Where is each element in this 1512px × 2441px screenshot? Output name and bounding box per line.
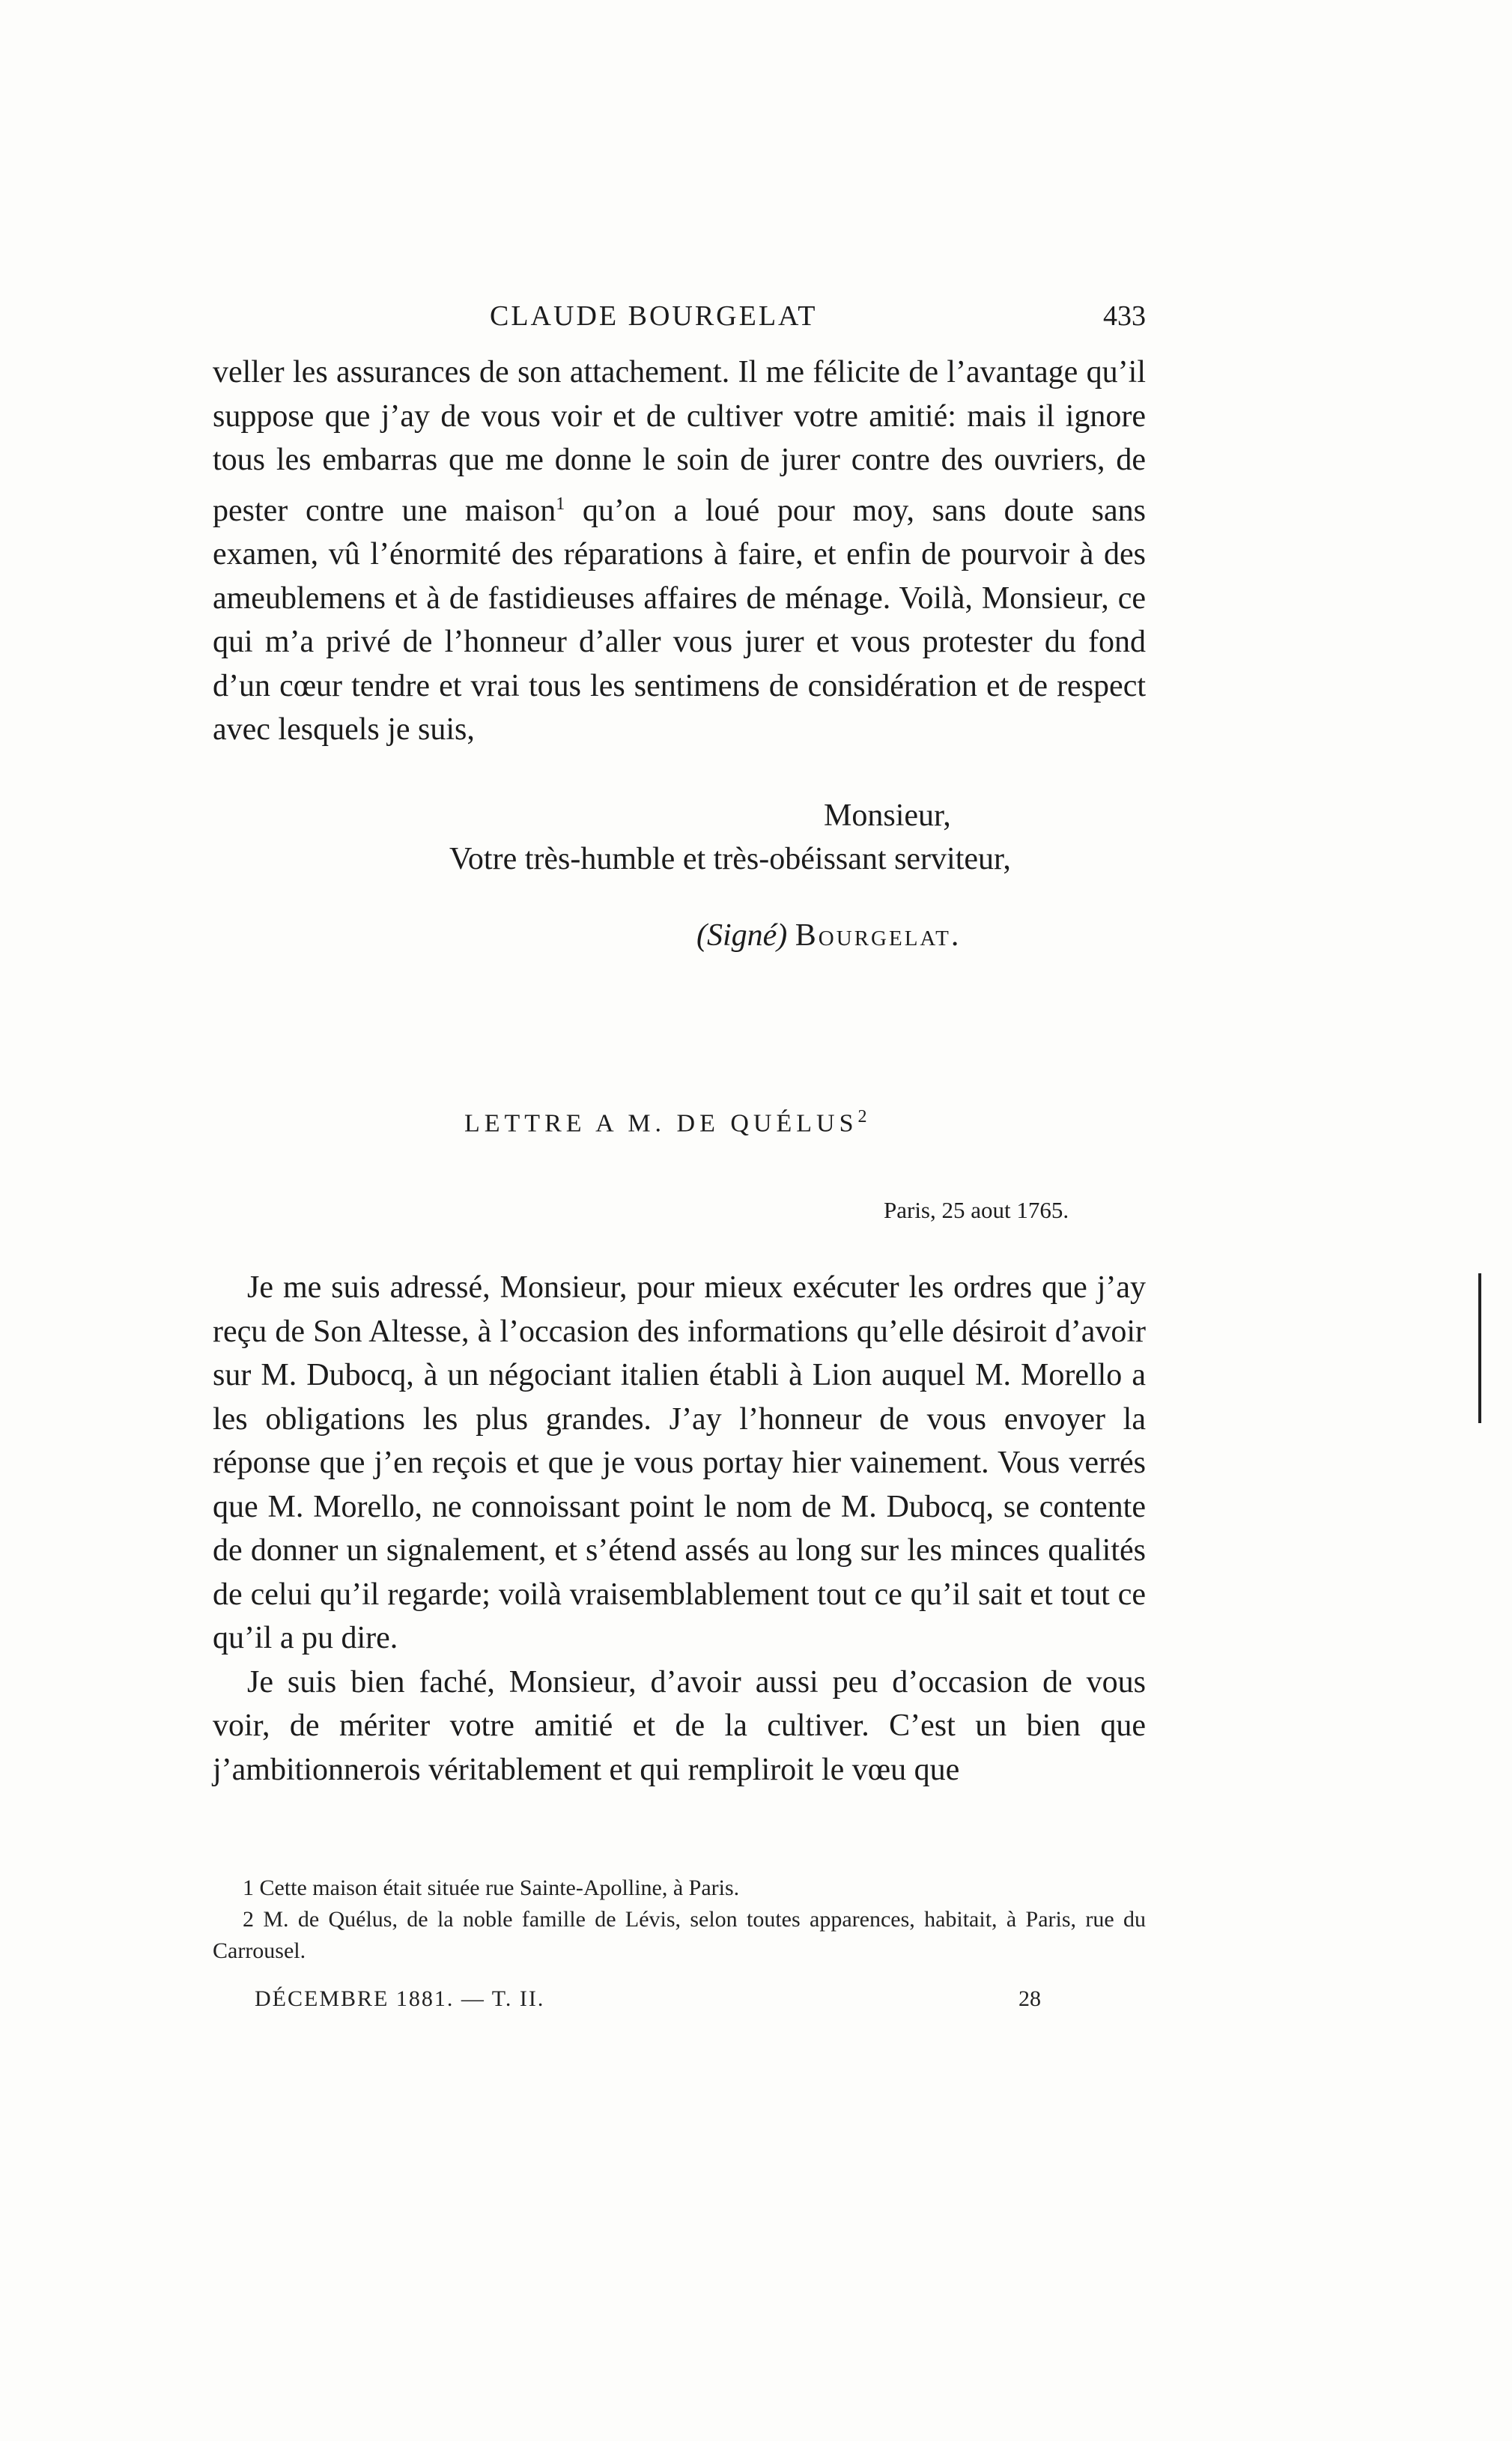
letter2-title bbox=[464, 1107, 989, 1138]
page-number: 433 bbox=[1103, 300, 1146, 332]
letter2-title-text: LETTRE A M. DE QUÉLUS bbox=[464, 1109, 858, 1138]
footnotes bbox=[213, 1873, 1146, 1967]
signature-name: Bourgelat. bbox=[795, 918, 962, 953]
footnote-2: 2 M. de Quélus, de la noble famille de Lévis, selon toutes apparences, habitait, à Paris, rue du Carrousel. bbox=[213, 1907, 1146, 1963]
letter1-signature bbox=[696, 914, 1071, 957]
letter1-salutation: Monsieur, bbox=[824, 798, 951, 833]
letter1-paragraph-cont: qu’on a loué pour moy, sans doute sans examen, vû l’énormité des réparations à faire, et enfin de pourvoir à des ameublemens et à de fastidieuses affaires de ménage. Voilà, Monsieur, ce qui m’a privé de l’honneur d’aller vous jurer et vous protester du fond d’un cœur tendre et vrai tous les sentimens de considération et de respect avec lesquels je suis, bbox=[213, 493, 1147, 747]
footer-issue: DÉCEMBRE 1881. — T. II. bbox=[255, 1986, 545, 2011]
letter2-body bbox=[213, 1266, 1146, 1792]
letter2-paragraph-1: Je me suis adressé, Monsieur, pour mieux exécuter les ordres que j’ay reçu de Son Altesse, à l’occasion des informations qu’elle désiroit d’avoir sur M. Dubocq, à un négociant italien établi à Lion auquel M. Morello a les obligations les plus grandes. J’ay l’honneur de vous envoyer la réponse que j’en reçois et que je vous portay hier vainement. Vous verrés que M. Morello, ne connoissant point le nom de M. Dubocq, se contente de donner un signalement, et s’étend assés au long sur les minces qualités de celui qu’il regarde; voilà vraisemblablement tout ce qu’il sait et tout ce qu’il a pu dire. bbox=[213, 1270, 1146, 1655]
running-title: CLAUDE BOURGELAT bbox=[490, 300, 818, 332]
letter1-closing: Votre très-humble et très-obéissant serviteur, bbox=[449, 842, 1011, 876]
letter1-paragraph: veller les assurances de son attachement. Il me félicite de l’avantage qu’il suppose que j’ay de vous voir et de cultiver votre amitié: mais il ignore tous les embarras que me donne le soin de jurer contre des ouvriers, de pester contre une maison bbox=[213, 355, 1146, 528]
signed-label: (Signé) bbox=[696, 918, 788, 953]
letter2-dateline: Paris, 25 aout 1765. bbox=[884, 1197, 1069, 1223]
footnote-1: 1 Cette maison était située rue Sainte-Apolline, à Paris. bbox=[243, 1876, 740, 1900]
footer-sheet-number: 28 bbox=[1018, 1986, 1041, 2011]
letter2-paragraph-2: Je suis bien faché, Monsieur, d’avoir aussi peu d’occasion de vous voir, de mériter votre amitié et de la cultiver. C’est un bien que j’ambitionnerois véritablement et qui rempliroit le vœu que bbox=[213, 1664, 1146, 1787]
footnote-ref-1: 1 bbox=[556, 494, 565, 514]
running-header bbox=[213, 300, 1146, 345]
margin-scan-mark bbox=[1478, 1273, 1481, 1423]
footnote-ref-2: 2 bbox=[857, 1107, 867, 1127]
letter1-body bbox=[213, 351, 1146, 752]
